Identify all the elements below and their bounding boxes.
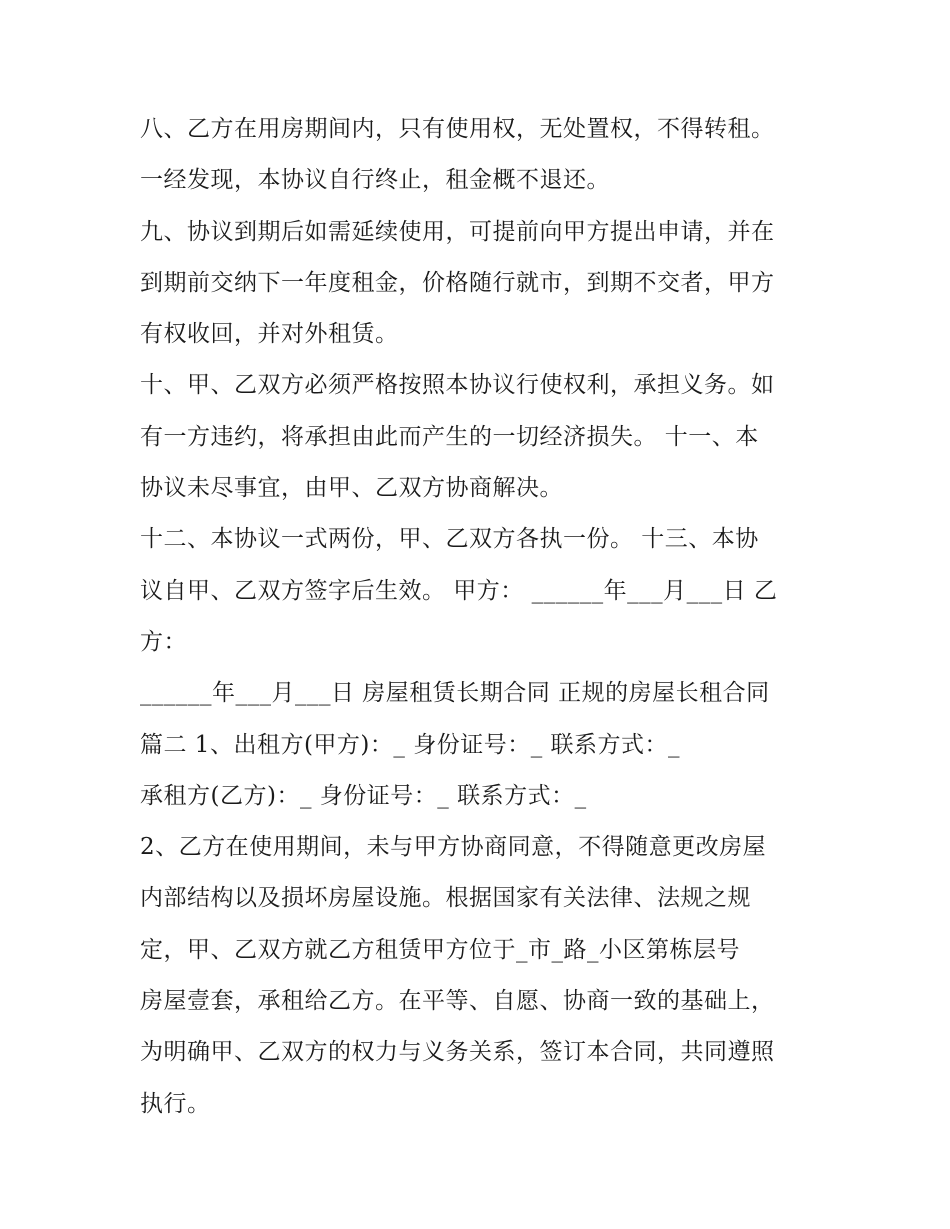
text-line-clause-12: 十二、本协议一式两份，甲、乙双方各执一份。 十三、本协 <box>140 526 759 553</box>
contract-body-text <box>140 104 820 1130</box>
text-line-clause-10: 十、甲、乙双方必须严格按照本协议行使权利，承担义务。如 <box>140 372 775 399</box>
text-line: 到期前交纳下一年度租金，价格随行就市，到期不交者，甲方 <box>140 269 775 296</box>
text-line: 内部结构以及损坏房屋设施。根据国家有关法律、法规之规 <box>140 885 751 912</box>
text-line: 为明确甲、乙双方的权力与义务关系，签订本合同，共同遵照 <box>140 1039 775 1066</box>
text-line: 执行。 <box>140 1090 211 1117</box>
text-line-signature-date: ______年___月___日 房屋租赁长期合同 正规的房屋长租合同 <box>140 680 770 707</box>
text-line-clause-9: 九、协议到期后如需延续使用，可提前向甲方提出申请，并在 <box>140 218 775 245</box>
text-line-lessor-info: 篇二 1、出租方(甲方)：_ 身份证号：_ 联系方式：_ <box>140 731 681 758</box>
text-line: 方： <box>140 628 187 655</box>
text-line-clause-2: 2、乙方在使用期间，未与甲方协商同意，不得随意更改房屋 <box>140 834 767 861</box>
text-line: 有一方违约，将承担由此而产生的一切经济损失。 十一、本 <box>140 423 759 450</box>
text-line-lessee-info: 承租方(乙方)：_ 身份证号：_ 联系方式：_ <box>140 782 587 809</box>
text-line: 房屋壹套，承租给乙方。在平等、自愿、协商一致的基础上， <box>140 988 775 1015</box>
text-line-clause-8: 八、乙方在用房期间内，只有使用权，无处置权，不得转租。 <box>140 116 775 142</box>
text-line: 一经发现，本协议自行终止，租金概不退还。 <box>140 167 610 194</box>
text-line: 协议未尽事宜，由甲、乙双方协商解决。 <box>140 475 563 502</box>
text-line: 有权收回，并对外租赁。 <box>140 321 399 348</box>
text-line: 定，甲、乙双方就乙方租赁甲方位于_市_路_小区第栋层号 <box>140 936 740 963</box>
text-line-signature-party-a: 议自甲、乙双方签字后生效。 甲方： ______年___月___日 乙 <box>140 577 778 604</box>
